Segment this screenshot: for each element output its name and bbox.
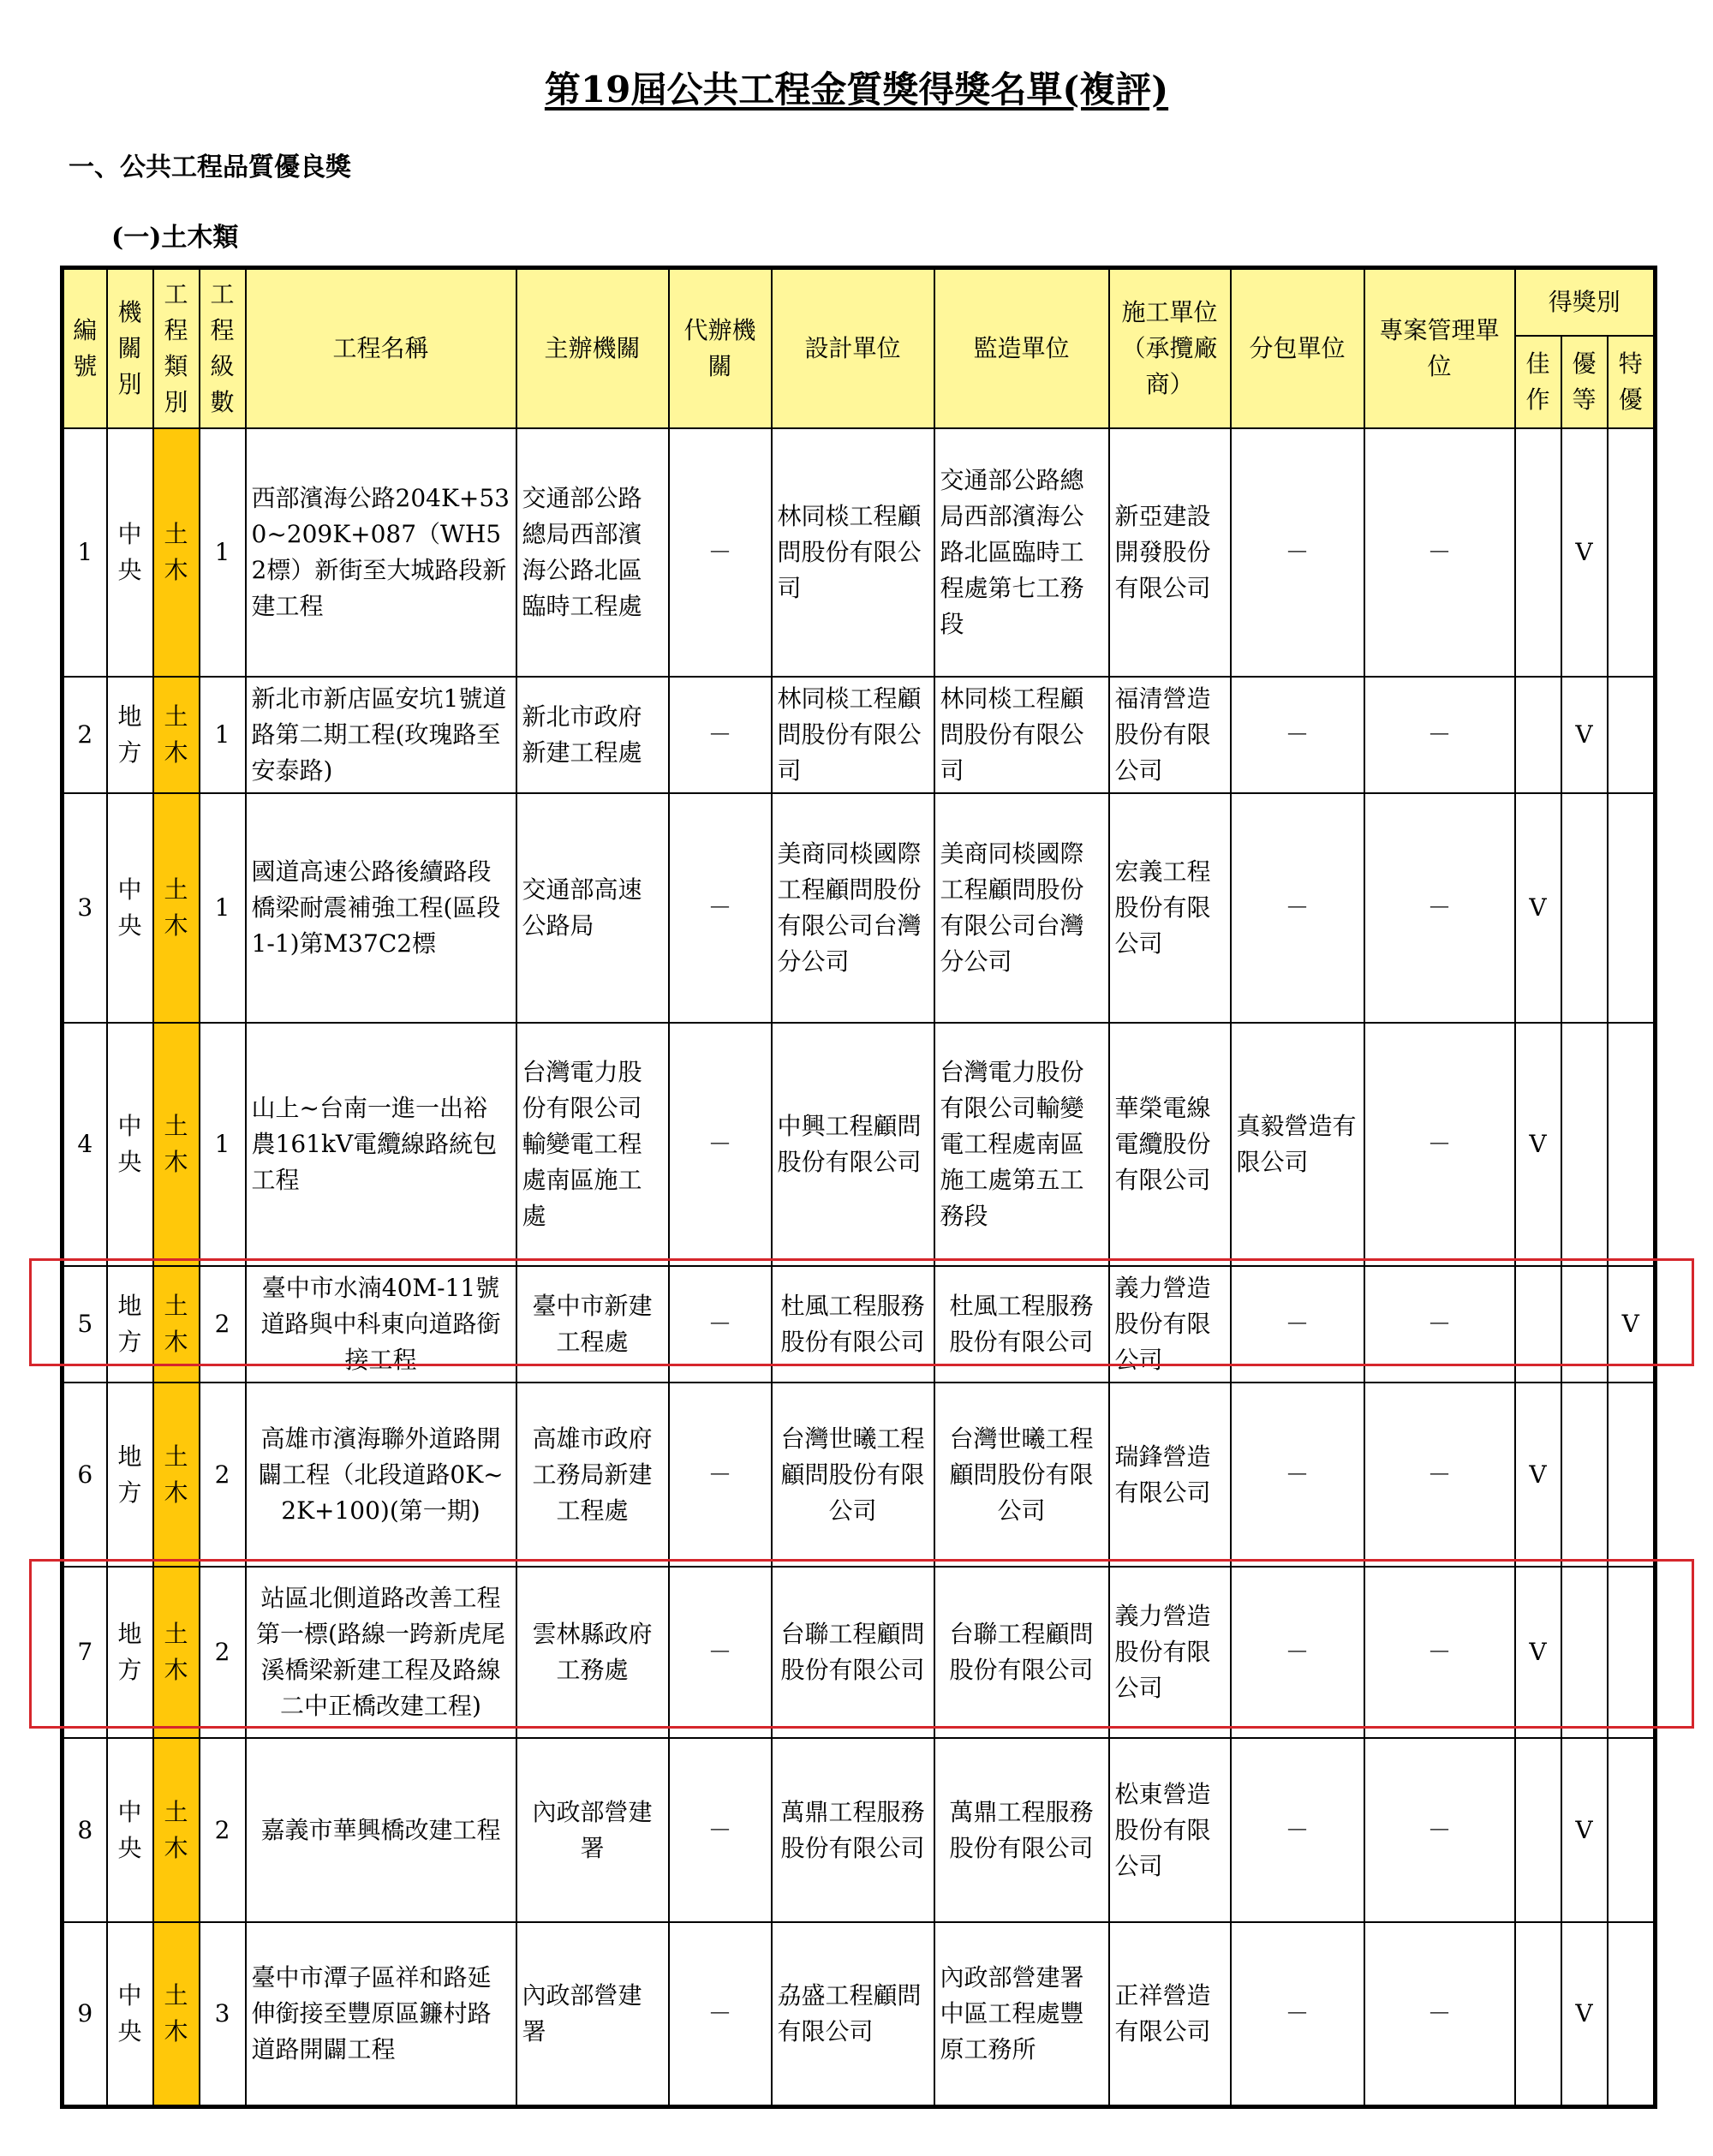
- cell-award-special: [1608, 1922, 1656, 2106]
- header-row: [63, 268, 1656, 337]
- cell-project-name: 西部濱海公路204K+530~209K+087（WH52標）新街至大城路段新建工程: [246, 428, 516, 677]
- cell-supervisor: 內政部營建署中區工程處豐原工務所: [934, 1922, 1109, 2106]
- cell-award-excellent: [1561, 1023, 1608, 1266]
- cell-designer: 中興工程顧問股份有限公司: [772, 1023, 934, 1266]
- cell-award-special: [1608, 1383, 1656, 1567]
- cell-project-grade: 3: [200, 1922, 246, 2106]
- cell-project-grade: 2: [200, 1738, 246, 1922]
- header-agent: 代辦機關: [669, 268, 772, 429]
- table-row: [63, 428, 1656, 677]
- table-row: [63, 1383, 1656, 1567]
- cell-contractor: 新亞建設開發股份有限公司: [1109, 428, 1231, 677]
- cell-subcontractor: －: [1231, 1266, 1364, 1383]
- cell-organizer: 內政部營建署: [516, 1738, 669, 1922]
- cell-project-name: 山上~台南一進一出裕農161kV電纜線路統包工程: [246, 1023, 516, 1266]
- header-no: 編號: [63, 268, 107, 429]
- cell-no: 4: [63, 1023, 107, 1266]
- cell-project-name: 國道高速公路後續路段橋梁耐震補強工程(區段1-1)第M37C2標: [246, 793, 516, 1023]
- cell-designer: 萬鼎工程服務股份有限公司: [772, 1738, 934, 1922]
- cell-award-good: [1515, 1922, 1561, 2106]
- cell-agent: －: [669, 1922, 772, 2106]
- cell-award-special: [1608, 1023, 1656, 1266]
- table-row: [63, 1922, 1656, 2106]
- cell-subcontractor: 真毅營造有限公司: [1231, 1023, 1364, 1266]
- cell-supervisor: 林同棪工程顧問股份有限公司: [934, 677, 1109, 793]
- cell-agent: －: [669, 428, 772, 677]
- cell-award-good: [1515, 1266, 1561, 1383]
- cell-contractor: 松東營造股份有限公司: [1109, 1738, 1231, 1922]
- cell-supervisor: 杜風工程服務股份有限公司: [934, 1266, 1109, 1383]
- cell-supervisor: 美商同棪國際工程顧問股份有限公司台灣分公司: [934, 793, 1109, 1023]
- table-row: [63, 1266, 1656, 1383]
- cell-project-type: 土木: [153, 1567, 200, 1738]
- table-row: [63, 1738, 1656, 1922]
- cell-award-special: [1608, 428, 1656, 677]
- cell-project-name: 高雄市濱海聯外道路開闢工程（北段道路0K~2K+100)(第一期): [246, 1383, 516, 1567]
- cell-subcontractor: －: [1231, 1383, 1364, 1567]
- cell-pm: －: [1364, 1922, 1515, 2106]
- cell-project-grade: 2: [200, 1567, 246, 1738]
- cell-contractor: 華榮電線電纜股份有限公司: [1109, 1023, 1231, 1266]
- cell-agency-level: 中央: [107, 1738, 153, 1922]
- cell-designer: 杜風工程服務股份有限公司: [772, 1266, 934, 1383]
- cell-organizer: 交通部高速公路局: [516, 793, 669, 1023]
- cell-project-type: 土木: [153, 793, 200, 1023]
- table-row: [63, 793, 1656, 1023]
- cell-pm: －: [1364, 428, 1515, 677]
- cell-subcontractor: －: [1231, 1567, 1364, 1738]
- cell-award-excellent: V: [1561, 428, 1608, 677]
- cell-project-name: 新北市新店區安坑1號道路第二期工程(玫瑰路至安泰路): [246, 677, 516, 793]
- table-row: [63, 1023, 1656, 1266]
- cell-subcontractor: －: [1231, 1738, 1364, 1922]
- cell-designer: 台灣世曦工程顧問股份有限公司: [772, 1383, 934, 1567]
- cell-award-special: [1608, 793, 1656, 1023]
- cell-organizer: 交通部公路總局西部濱海公路北區臨時工程處: [516, 428, 669, 677]
- cell-pm: －: [1364, 1738, 1515, 1922]
- cell-project-type: 土木: [153, 677, 200, 793]
- cell-contractor: 福清營造股份有限公司: [1109, 677, 1231, 793]
- cell-award-excellent: [1561, 1383, 1608, 1567]
- header-agency-level: 機關別: [107, 268, 153, 429]
- table-row: [63, 1567, 1656, 1738]
- cell-agency-level: 中央: [107, 1023, 153, 1266]
- cell-agency-level: 中央: [107, 1922, 153, 2106]
- cell-designer: 台聯工程顧問股份有限公司: [772, 1567, 934, 1738]
- cell-agency-level: 地方: [107, 1567, 153, 1738]
- cell-agency-level: 地方: [107, 1383, 153, 1567]
- cell-no: 5: [63, 1266, 107, 1383]
- cell-project-grade: 1: [200, 428, 246, 677]
- cell-no: 1: [63, 428, 107, 677]
- cell-pm: －: [1364, 677, 1515, 793]
- header-award-special: 特優: [1608, 336, 1656, 428]
- cell-agent: －: [669, 793, 772, 1023]
- cell-pm: －: [1364, 1266, 1515, 1383]
- cell-project-grade: 1: [200, 793, 246, 1023]
- header-project-grade: 工程級數: [200, 268, 246, 429]
- header-award-excellent: 優等: [1561, 336, 1608, 428]
- cell-agent: －: [669, 1266, 772, 1383]
- cell-supervisor: 交通部公路總局西部濱海公路北區臨時工程處第七工務段: [934, 428, 1109, 677]
- cell-pm: －: [1364, 793, 1515, 1023]
- cell-award-good: V: [1515, 1567, 1561, 1738]
- cell-award-good: [1515, 677, 1561, 793]
- cell-award-special: [1608, 1738, 1656, 1922]
- header-project-type: 工程類別: [153, 268, 200, 429]
- header-award: 得獎別: [1515, 268, 1656, 337]
- cell-no: 3: [63, 793, 107, 1023]
- title-text: 第19屆公共工程金質獎得獎名單(複評): [544, 69, 1169, 110]
- cell-award-good: V: [1515, 1383, 1561, 1567]
- section-heading: 一、公共工程品質優良獎: [69, 152, 351, 182]
- subsection-heading: (一)土木類: [111, 223, 239, 253]
- cell-project-type: 土木: [153, 1023, 200, 1266]
- cell-organizer: 新北市政府新建工程處: [516, 677, 669, 793]
- table-row: [63, 677, 1656, 793]
- cell-project-name: 嘉義市華興橋改建工程: [246, 1738, 516, 1922]
- header-designer: 設計單位: [772, 268, 934, 429]
- cell-award-good: [1515, 1738, 1561, 1922]
- cell-award-special: V: [1608, 1266, 1656, 1383]
- cell-organizer: 臺中市新建工程處: [516, 1266, 669, 1383]
- cell-designer: 劦盛工程顧問有限公司: [772, 1922, 934, 2106]
- cell-designer: 林同棪工程顧問股份有限公司: [772, 677, 934, 793]
- cell-agency-level: 中央: [107, 793, 153, 1023]
- header-supervisor: 監造單位: [934, 268, 1109, 429]
- cell-award-excellent: V: [1561, 677, 1608, 793]
- cell-no: 2: [63, 677, 107, 793]
- cell-project-type: 土木: [153, 1922, 200, 2106]
- header-subcontractor: 分包單位: [1231, 268, 1364, 429]
- cell-supervisor: 台灣電力股份有限公司輸變電工程處南區施工處第五工務段: [934, 1023, 1109, 1266]
- cell-project-type: 土木: [153, 428, 200, 677]
- cell-subcontractor: －: [1231, 428, 1364, 677]
- cell-award-excellent: V: [1561, 1922, 1608, 2106]
- cell-award-good: [1515, 428, 1561, 677]
- header-award-good: 佳作: [1515, 336, 1561, 428]
- cell-organizer: 內政部營建署: [516, 1922, 669, 2106]
- cell-supervisor: 台聯工程顧問股份有限公司: [934, 1567, 1109, 1738]
- cell-project-type: 土木: [153, 1738, 200, 1922]
- cell-subcontractor: －: [1231, 1922, 1364, 2106]
- cell-organizer: 台灣電力股份有限公司輸變電工程處南區施工處: [516, 1023, 669, 1266]
- cell-agent: －: [669, 1383, 772, 1567]
- cell-agency-level: 地方: [107, 1266, 153, 1383]
- cell-project-grade: 1: [200, 1023, 246, 1266]
- awards-table: [60, 266, 1657, 2109]
- header-pm: 專案管理單位: [1364, 268, 1515, 429]
- header-project-name: 工程名稱: [246, 268, 516, 429]
- header-organizer: 主辦機關: [516, 268, 669, 429]
- cell-project-grade: 1: [200, 677, 246, 793]
- cell-contractor: 正祥營造有限公司: [1109, 1922, 1231, 2106]
- cell-project-name: 站區北側道路改善工程第一標(路線一跨新虎尾溪橋梁新建工程及路線二中正橋改建工程): [246, 1567, 516, 1738]
- cell-subcontractor: －: [1231, 677, 1364, 793]
- cell-organizer: 雲林縣政府工務處: [516, 1567, 669, 1738]
- cell-pm: －: [1364, 1567, 1515, 1738]
- cell-no: 6: [63, 1383, 107, 1567]
- cell-project-name: 臺中市潭子區祥和路延伸銜接至豐原區鐮村路道路開闢工程: [246, 1922, 516, 2106]
- cell-supervisor: 台灣世曦工程顧問股份有限公司: [934, 1383, 1109, 1567]
- header-contractor: 施工單位（承攬廠商）: [1109, 268, 1231, 429]
- cell-pm: －: [1364, 1383, 1515, 1567]
- page-title: [0, 62, 1713, 113]
- cell-contractor: 義力營造股份有限公司: [1109, 1266, 1231, 1383]
- cell-contractor: 宏義工程股份有限公司: [1109, 793, 1231, 1023]
- cell-award-special: [1608, 1567, 1656, 1738]
- cell-subcontractor: －: [1231, 793, 1364, 1023]
- cell-contractor: 義力營造股份有限公司: [1109, 1567, 1231, 1738]
- cell-designer: 林同棪工程顧問股份有限公司: [772, 428, 934, 677]
- cell-project-name: 臺中市水湳40M-11號道路與中科東向道路銜接工程: [246, 1266, 516, 1383]
- cell-project-grade: 2: [200, 1266, 246, 1383]
- cell-award-good: V: [1515, 793, 1561, 1023]
- cell-pm: －: [1364, 1023, 1515, 1266]
- cell-no: 9: [63, 1922, 107, 2106]
- cell-award-excellent: V: [1561, 1738, 1608, 1922]
- cell-project-type: 土木: [153, 1266, 200, 1383]
- cell-award-excellent: [1561, 1266, 1608, 1383]
- cell-agent: －: [669, 1567, 772, 1738]
- cell-no: 8: [63, 1738, 107, 1922]
- cell-award-excellent: [1561, 1567, 1608, 1738]
- cell-project-type: 土木: [153, 1383, 200, 1567]
- cell-no: 7: [63, 1567, 107, 1738]
- cell-designer: 美商同棪國際工程顧問股份有限公司台灣分公司: [772, 793, 934, 1023]
- cell-award-excellent: [1561, 793, 1608, 1023]
- cell-agency-level: 中央: [107, 428, 153, 677]
- cell-contractor: 瑞鋒營造有限公司: [1109, 1383, 1231, 1567]
- cell-agent: －: [669, 1023, 772, 1266]
- cell-award-special: [1608, 677, 1656, 793]
- table-body: [63, 428, 1656, 2106]
- cell-agent: －: [669, 1738, 772, 1922]
- cell-supervisor: 萬鼎工程服務股份有限公司: [934, 1738, 1109, 1922]
- cell-project-grade: 2: [200, 1383, 246, 1567]
- cell-agency-level: 地方: [107, 677, 153, 793]
- cell-agent: －: [669, 677, 772, 793]
- cell-organizer: 高雄市政府工務局新建工程處: [516, 1383, 669, 1567]
- cell-award-good: V: [1515, 1023, 1561, 1266]
